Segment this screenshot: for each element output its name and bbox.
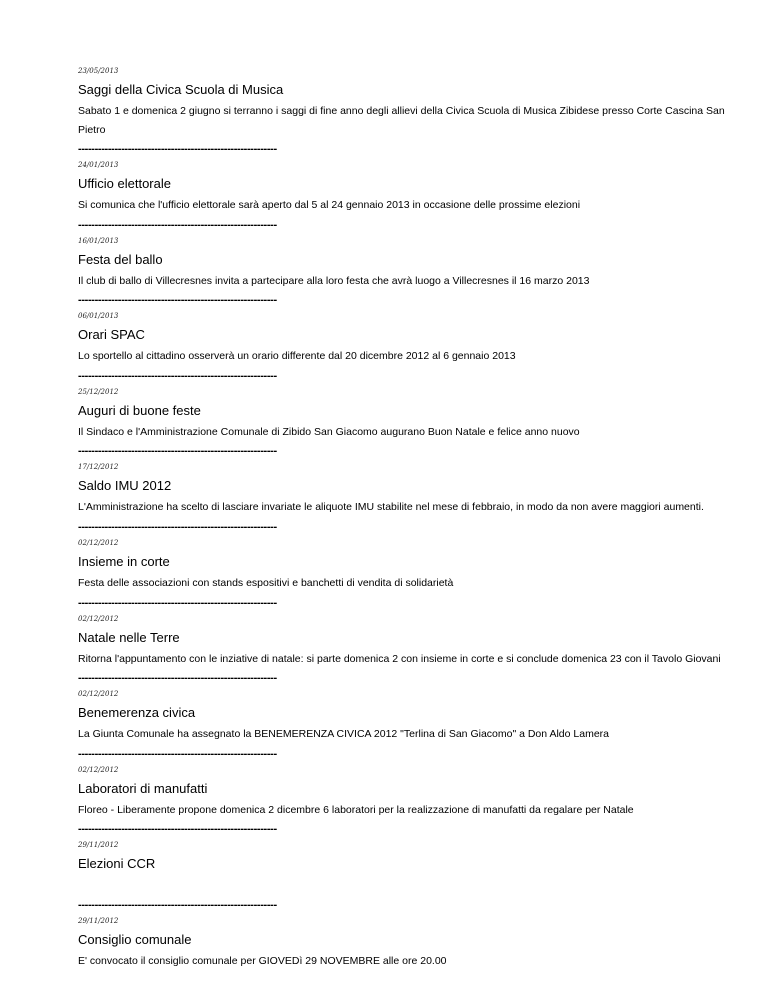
- divider: ------------------------------------------------------------: [78, 294, 277, 307]
- divider: ------------------------------------------------------------: [78, 520, 277, 533]
- news-title: Natale nelle Terre: [78, 629, 180, 645]
- news-date: 25/12/2012: [78, 387, 119, 396]
- news-item: [78, 538, 728, 614]
- news-body: Sabato 1 e domenica 2 giugno si terranno i saggi di fine anno degli allievi della Civica Scuola di Musica Zibidese presso Corte Cascina San Pietro: [78, 105, 725, 136]
- divider: ------------------------------------------------------------: [78, 218, 277, 231]
- divider: ------------------------------------------------------------: [78, 369, 277, 382]
- news-item: [78, 840, 728, 916]
- news-body: Il club di ballo di Villecresnes invita a partecipare alla loro festa che avrà luogo a Villecresnes il 16 marzo 2013: [78, 274, 590, 287]
- news-item: [78, 462, 728, 538]
- news-item: [78, 311, 728, 387]
- news-date: 02/12/2012: [78, 690, 119, 699]
- news-body: L'Amministrazione ha scelto di lasciare invariate le aliquote IMU stabilite nel mese di febbraio, in modo da non avere maggiori aumenti.: [78, 501, 704, 514]
- news-title: Orari SPAC: [78, 327, 145, 343]
- news-body: Si comunica che l'ufficio elettorale sarà aperto dal 5 al 24 gennaio 2013 in occasione delle prossime elezioni: [78, 199, 581, 211]
- news-item: [78, 689, 728, 765]
- news-title: Benemerenza civica: [78, 705, 196, 721]
- news-title: Saldo IMU 2012: [78, 478, 172, 494]
- news-title: Elezioni CCR: [78, 856, 156, 872]
- news-item: [78, 916, 728, 992]
- news-title: Ufficio elettorale: [78, 176, 171, 191]
- news-date: 29/11/2012: [78, 841, 119, 850]
- news-title: Insieme in corte: [78, 553, 170, 569]
- divider: ------------------------------------------------------------: [78, 596, 277, 609]
- divider: ------------------------------------------------------------: [78, 747, 277, 760]
- news-title: Saggi della Civica Scuola di Musica: [78, 82, 284, 97]
- news-item: [78, 387, 728, 463]
- news-date: 06/01/2013: [78, 312, 119, 321]
- news-title: Consiglio comunale: [78, 931, 192, 947]
- divider: ------------------------------------------------------------: [78, 672, 277, 685]
- news-body: Lo sportello al cittadino osserverà un orario differente dal 20 dicembre 2012 al 6 gennaio 2013: [78, 350, 516, 363]
- news-date: 02/12/2012: [78, 614, 119, 623]
- news-date: 16/01/2013: [78, 236, 119, 245]
- divider: ------------------------------------------------------------: [78, 898, 277, 911]
- news-title: Laboratori di manufatti: [78, 780, 208, 796]
- news-body: Floreo - Liberamente propone domenica 2 dicembre 6 laboratori per la realizzazione di manufatti da regalare per Natale: [78, 803, 634, 816]
- news-date: 02/12/2012: [78, 765, 119, 774]
- news-item: [78, 614, 728, 690]
- news-body: La Giunta Comunale ha assegnato la BENEMERENZA CIVICA 2012 "Terlina di San Giacomo" a Don Aldo Lamera: [78, 728, 609, 741]
- news-title: Festa del ballo: [78, 251, 163, 267]
- news-date: 02/12/2012: [78, 538, 119, 547]
- news-date: 24/01/2013: [78, 161, 119, 169]
- news-date: 23/05/2013: [78, 67, 119, 75]
- news-body: E' convocato il consiglio comunale per GIOVEDì 29 NOVEMBRE alle ore 20.00: [78, 954, 447, 967]
- news-item: [78, 236, 728, 312]
- news-body: Il Sindaco e l'Amministrazione Comunale di Zibido San Giacomo augurano Buon Natale e felice anno nuovo: [78, 425, 580, 438]
- news-date: 17/12/2012: [78, 463, 119, 472]
- news-feed: [78, 66, 728, 992]
- news-body: Ritorna l'appuntamento con le inziative di natale: si parte domenica 2 con insieme in corte e si conclude domenica 23 con il Tavolo Giovani: [78, 652, 721, 665]
- divider: ------------------------------------------------------------: [78, 823, 277, 836]
- news-date: 29/11/2012: [78, 916, 119, 925]
- news-item: [78, 160, 728, 236]
- news-title: Auguri di buone feste: [78, 402, 201, 418]
- news-item: [78, 765, 728, 841]
- divider: ------------------------------------------------------------: [78, 143, 277, 155]
- divider: ------------------------------------------------------------: [78, 445, 277, 458]
- news-body: Festa delle associazioni con stands espositivi e banchetti di vendita di solidarietà: [78, 576, 454, 589]
- news-item: [78, 66, 728, 160]
